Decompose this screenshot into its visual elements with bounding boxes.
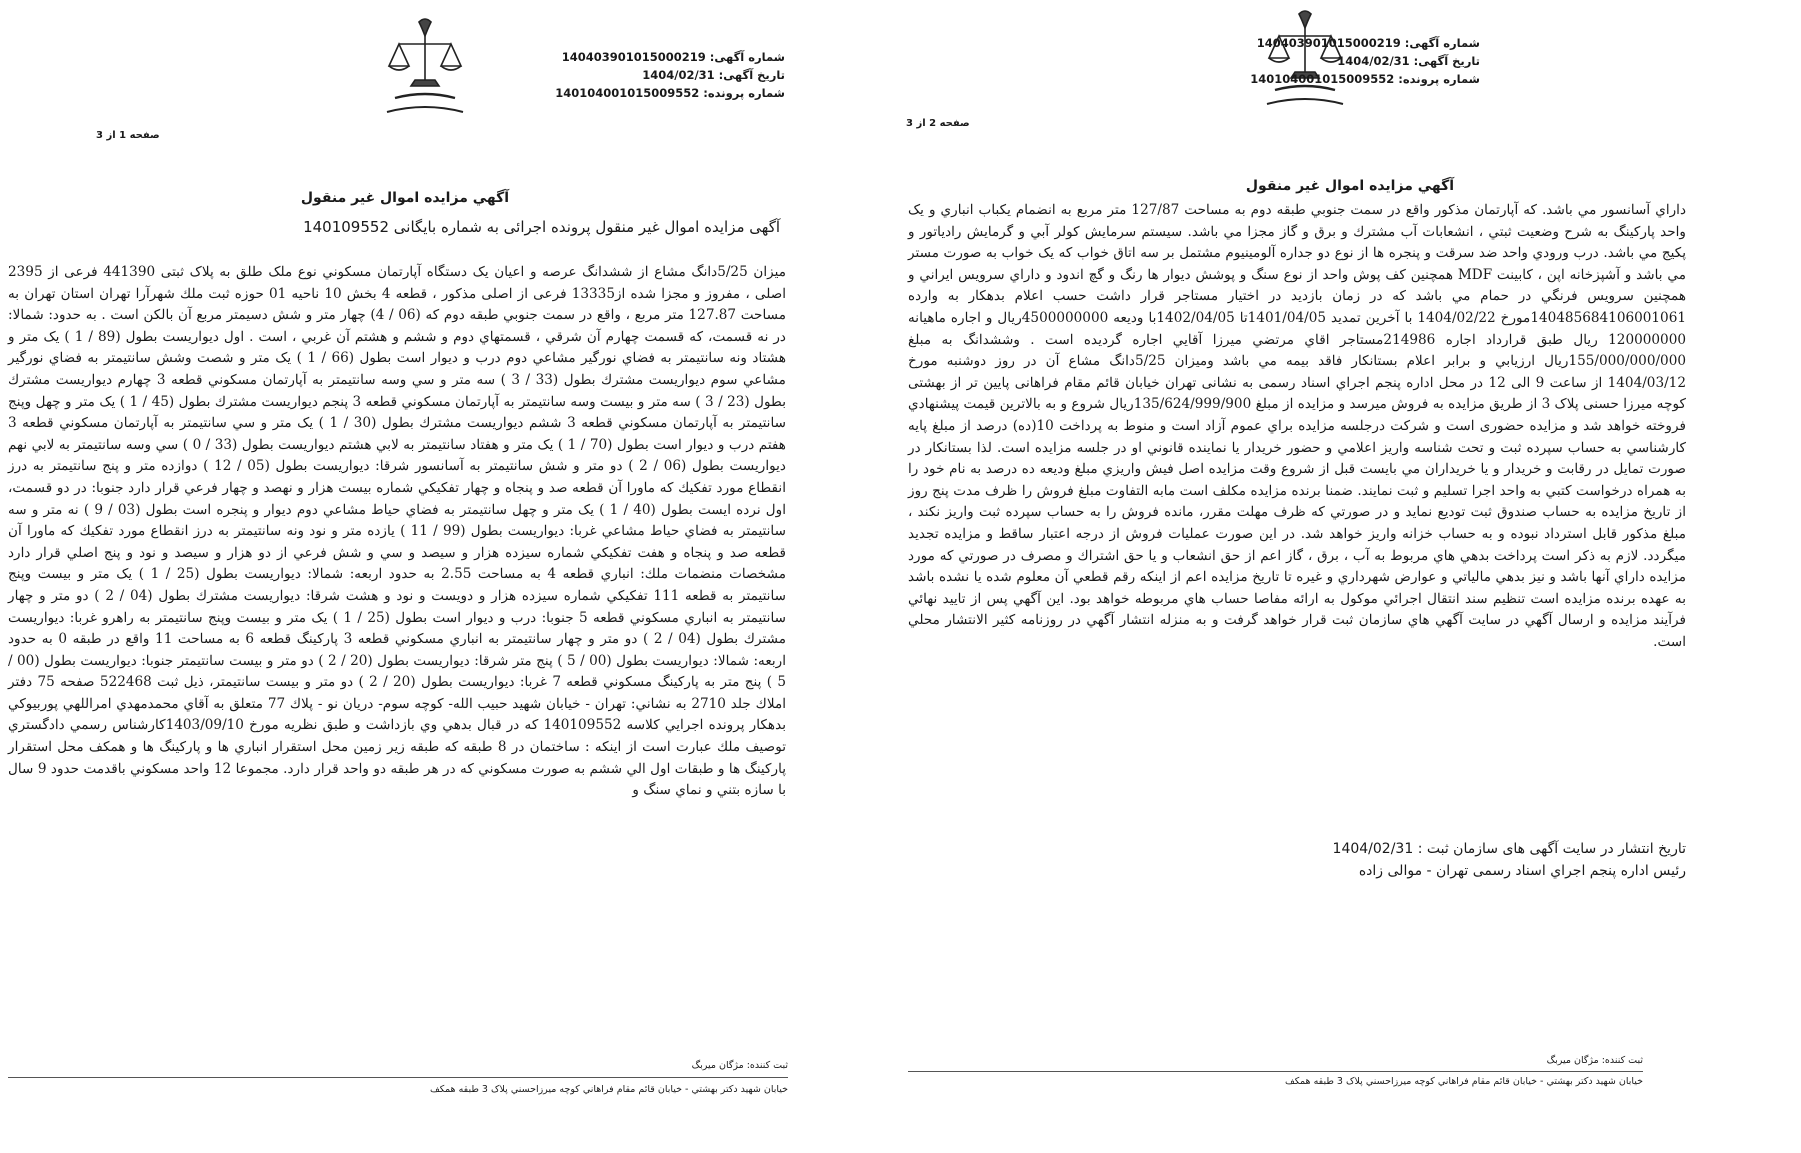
notice-page-1 <box>0 0 900 1153</box>
judiciary-emblem-icon <box>365 14 485 124</box>
notice-body: میزان 5/25دانگ مشاع از ششدانگ عرصه و اعیان یک دستگاه آپارتمان مسکوني نوع ملک طلق به پلاک ثبتی 441390 فرعی از 2395 اصلی ، مفروز و مجزا شده از13335 فرعی از اصلی مذکور ، قطعه 4 بخش 10 ناحیه 01 حوزه ثبت ملك شهرآرا تهران استان تهران به مساحت 127.87 متر مربع ، واقع در سمت جنوبي طبقه دوم كه (06 / 4) چهار متر و شش دسيمتر مربع آن بالكن است . به حدود: شمالا: در نه قسمت، كه قسمت چهارم آن شرقي ، قسمتهاي دوم و ششم و هشتم آن غربي ، است . اول ديواريست بطول (89 / 1 ) يک متر و هشتاد ونه سانتيمتر به فضاي نورگير مشاعي دوم درب و ديوار است بطول (66 / 1 ) يک متر و شصت وشش سانتيمتر به فضاي نورگير مشاعي سوم ديواريست مشترك بطول (33 / 3 ) سه متر و سي وسه سانتيمتر به آپارتمان مسكوني قطعه 3 چهارم ديواريست مشترك بطول (23 / 3 ) سه متر و بيست وسه سانتيمتر به آپارتمان مسكوني قطعه 3 پنجم ديواريست مشترك بطول (45 / 1 ) يک متر و چهل وپنج سانتيمتر به آپارتمان مسكوني قطعه 3 ششم ديواريست مشترك بطول (30 / 1 ) يک متر و سي سانتيمتر به آپارتمان مسكوني قطعه 3 هفتم درب و ديوار است بطول (70 / 1 ) يک متر و هفتاد سانتيمتر به لابي هشتم ديواريست بطول (33 / 0 ) سي وسه سانتيمتر به لابي نهم ديواريست بطول (06 / 2 ) دو متر و شش سانتيمتر به آسانسور شرقا: ديواريست بطول (05 / 12 ) دوازده متر و پنج سانتيمتر به درز انقطاع مورد تفكيك كه ماورا آن قطعه صد و پنجاه و چهار تفكيكي شماره بيست هزار و نهصد و چهار فرعي قرار دارد جنوبا: در دو قسمت، اول نرده ايست بطول (40 / 1 ) يک متر و چهل سانتيمتر به فضاي حياط مشاعي دوم ديوار و پنجره است بطول (03 / 9 ) نه متر و سه سانتيمتر به فضاي حياط مشاعي غربا: ديواريست بطول (99 / 11 ) يازده متر و نود ونه سانتيمتر به درز انقطاع مورد تفكيك كه ماورا آن قطعه صد و پنجاه و هفت تفكيكي شماره سيزده هزار و سيصد و سي و شش فرعي از دو هزار و سيصد و نود و پنج اصلي قرار دارد مشخصات منضمات ملك: انباري قطعه 4 به مساحت 2.55 به حدود اربعه: شمالا: ديواريست بطول (25 / 1 ) يک متر و بيست وپنج سانتيمتر به قطعه 111 تفكيكي شماره سيزده هزار و دويست و نود و هشت شرقا: ديواريست مشترك بطول (04 / 2 ) دو متر و چهار سانتيمتر به انباري مسكوني قطعه 5 جنوبا: درب و ديوار است بطول (25 / 1 ) يک متر و بيست وپنج سانتيمتر به راهرو غربا: ديواريست مشترك بطول (04 / 2 ) دو متر و چهار سانتيمتر به انباري مسكوني قطعه 3 پاركينگ قطعه 6 به مساحت 11 واقع در طبقه 0 به حدود اربعه: شمالا: ديواريست بطول (00 / 5 ) پنج متر شرقا: ديواريست بطول (20 / 2 ) دو متر و بيست سانتيمتر جنوبا: ديواريست بطول (00 / 5 ) پنج متر به پاركينگ مسكوني قطعه 7 غربا: ديواريست بطول (20 / 2 ) دو متر و بيست سانتيمتر، ذيل ثبت 522468 صفحه 75 دفتر املاك جلد 2710 به نشاني: تهران - خيابان شهيد حبيب الله- كوچه سوم- دريان نو - پلاك 77 متعلق به آقاي محمدمهدي امراللهي پوربيوكي بدهكار پرونده اجرايي كلاسه 140109552 كه در قبال بدهي وي بازداشت و طبق نظريه مورخ 1403/09/10كارشناس رسمي دادگستري توصيف ملك عبارت است از اينكه : ساختمان در 8 طبقه كه طبقه زير زمين محل استقرار انباري ها و پاركينگ ها و همكف محل استقرار پاركينگ ها و طبقات اول الي ششم به صورت مسكوني كه در هر طبقه دو واحد قرار دارد. مجموعا 12 واحد مسكوني باقدمت حدود 9 سال با سازه بتني و نماي سنگ و <box>8 264 787 799</box>
notice-meta <box>1230 34 1480 88</box>
notice-body: داراي آسانسور مي باشد. كه آپارتمان مذكور واقع در سمت جنوبي طبقه دوم به مساحت 127/87 متر مربع به انضمام يكباب انباري و يک واحد پاركينگ به شرح وضعيت ثبتي ، انشعابات آب مشترك و برق و گاز مجزا مي باشد. سيستم سرمايش كولر آبي و گرمايش رادياتور و پكيج مي باشد. درب ورودي واحد ضد سرقت و پنجره ها از نوع دو جداره آلومينيوم مشتمل بر سه اتاق خواب كه يک خواب به صورت مستر مي باشد و آشپزخانه اپن ، كابينت MDF همچنين كف پوش واحد از نوع سنگ و پوشش ديوار ها رنگ و گچ اندود و داراي سرويس ايراني و همچنين سرويس فرنگي در حمام مي باشد كه در زمان بازديد در اختيار مستاجر قرار داشت حسب اعلام بدهكار به وارده 140485684106001061مورخ 1404/02/22 با آخرین تمدید 1401/04/05تا 1402/04/05با وديعه 4500000000ريال و اجاره ماهيانه 120000000 ريال طبق قرارداد اجاره 214986مستاجر اقاي مرتضي ميرزا آقايي اجاره گرديده است . وششدانگ به مبلغ 155/000/000/000ريال ارزيابي و برابر اعلام بستانكار فاقد بيمه مي باشد وميزان 5/25دانگ مشاع آن در روز دوشنبه مورخ 1404/03/12 از ساعت 9 الی 12 در محل اداره پنجم اجراي اسناد رسمی به نشانی تهران خیابان قائم مقام فراهانی پایین تر از بهشتی کوچه میرزا حسنی پلاک 3 از طريق مزايده به فروش ميرسد و مزايده از مبلغ 135/624/999/900ريال شروع و به بالاترين قيمت پيشنهادي فروخته خواهد شد و مزايده حضوری است و شركت درجلسه مزايده براي عموم آزاد است و منوط به پرداخت 10(ده) درصد از مبلغ پايه كارشناسي به حساب سپرده ثبت و تحت شناسه واريز اعلامي و حضور خريدار يا نماينده قانوني او در جلسه مزايده است. لذا بستانكار در صورت تمايل در رقابت و خريدار و يا خريداران مي بايست قبل از شروع وقت مزايده اصل فيش واريزي مبلغ وديعه ده درصد به نام خود را به همراه درخواست كتبي به واحد اجرا تسليم و ثبت نمايند. ضمنا برنده مزايده مكلف است مابه التفاوت مبلغ فروش را ظرف مدت پنج روز از تاريخ مزايده به حساب صندوق ثبت توديع نمايد و در صورتي كه ظرف مهلت مقرر، مانده فروش را به حساب سپرده ثبت واريز نكند ، مبلغ مذكور قابل استرداد نبوده و به حساب خزانه واريز خواهد شد. در اين صورت عمليات فروش از درجه اعتبار ساقط و مزايده تجديد ميگردد. لازم به ذكر است پرداخت بدهي هاي مربوط به آب ، برق ، گاز اعم از حق انشعاب و يا حق اشتراك و مصرف در صورتي كه مورد مزايده داراي آنها باشد و نيز بدهي مالياتي و عوارض شهرداري و غيره تا تاريخ مزايده اعم از اينكه رقم قطعي آن معلوم شده يا نشده باشد به عهده برنده مزايده است تنظيم سند انتقال اجرائي موكول به ارائه مفاصا حساب هاي مربوطه خواهد بود. اين آگهي پس از تاييد نهائي فرآيند مزايده و ارسال آگهي در سايت آگهي هاي سازمان ثبت قرار خواهد گرفت و به منزله انتشار آگهي در روزنامه كثير الانتشار محلي است. <box>908 202 1687 650</box>
notice-date: تاریخ آگهی: 1404/02/31 <box>642 68 785 82</box>
notice-page-2 <box>900 0 1800 1153</box>
signatory: رئيس اداره پنجم اجراي اسناد رسمی تهران - موالی زاده <box>1358 863 1686 879</box>
office-address: خیابان شهید دکتر بهشتي - خیابان قائم مقام فراهاني کوچه میرزاحسني پلاک 3 طبقه همکف <box>429 1084 788 1095</box>
notice-title: آگهي مزايده اموال غير منقول <box>1245 178 1455 194</box>
notice-meta <box>535 48 785 102</box>
registrar-line: ثبت کننده: مژگان میربگ <box>1546 1055 1643 1066</box>
page-number: صفحه 2 از 3 <box>906 118 970 129</box>
file-number: شماره پرونده: 140104001015009552 <box>1250 72 1480 86</box>
registrar-line: ثبت کننده: مژگان میربگ <box>691 1060 788 1071</box>
notice-date: تاریخ آگهی: 1404/02/31 <box>1337 54 1480 68</box>
notice-title: آگهي مزايده اموال غير منقول <box>300 190 510 206</box>
publication-block <box>908 838 1686 882</box>
office-address: خیابان شهید دکتر بهشتي - خیابان قائم مقام فراهاني کوچه میرزاحسني پلاک 3 طبقه همکف <box>1284 1076 1643 1087</box>
footer-divider <box>908 1071 1643 1072</box>
notice-number: شماره آگهی: 140403901015000219 <box>1256 36 1480 50</box>
file-number: شماره پرونده: 140104001015009552 <box>555 86 785 100</box>
notice-number: شماره آگهی: 140403901015000219 <box>561 50 785 64</box>
page-number: صفحه 1 از 3 <box>96 130 160 141</box>
footer-divider <box>8 1077 788 1078</box>
publication-date: تاریخ انتشار در سایت آگهی های سازمان ثبت : 1404/02/31 <box>1332 841 1686 857</box>
notice-subtitle: آگهی مزایده اموال غیر منقول پرونده اجرائی به شماره بایگانی 140109552 <box>303 218 780 236</box>
